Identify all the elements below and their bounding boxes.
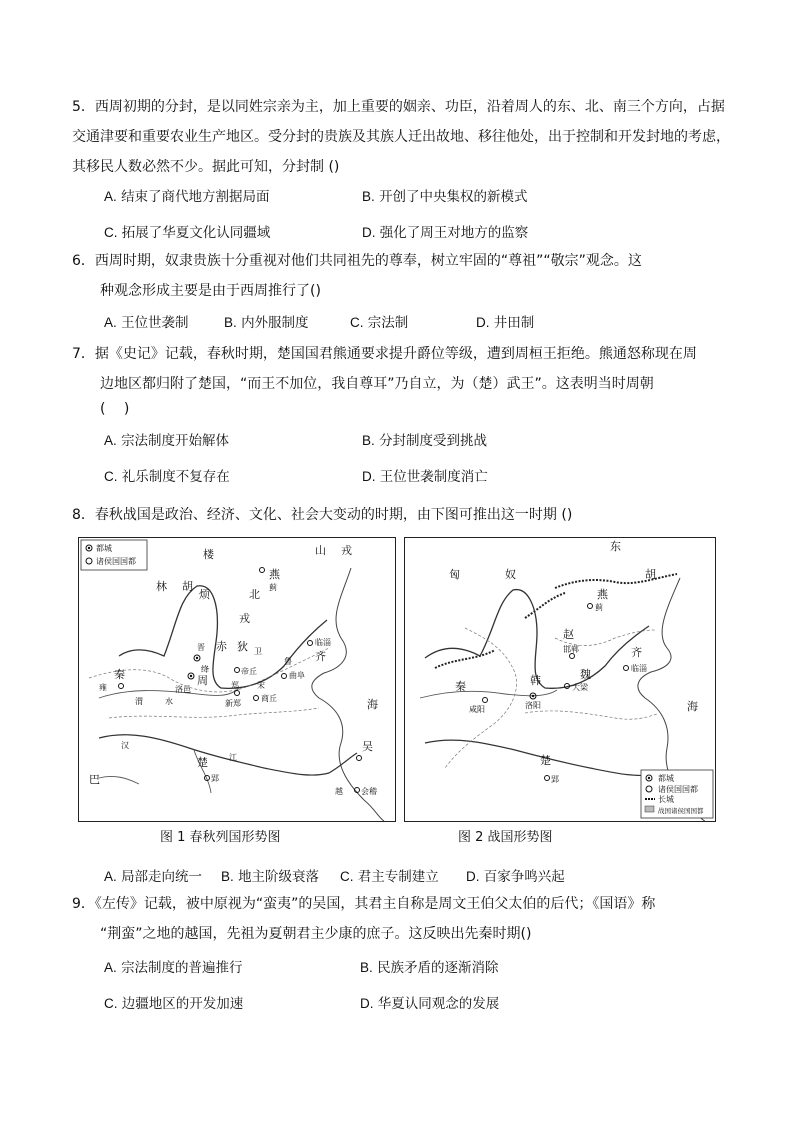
map-2-caption: 图 2 战国形势图 xyxy=(458,830,553,845)
question-text-line: 9．《左传》记载，被中原视为“蛮夷”的吴国，其君主自称是周文王伯父太伯的后代；《国语》称 xyxy=(72,896,656,912)
map-label: 燕 xyxy=(597,588,608,601)
question-text-line: 边地区都归附了楚国，“而王不加位，我自尊耳”乃自立，为（楚）武王”。这表明当时周朝 xyxy=(100,376,654,392)
map-label: 雍 xyxy=(99,683,107,692)
legend-warring-capital: 战国诸侯国国都 xyxy=(658,807,704,815)
legend-great-wall: 长城 xyxy=(658,795,674,804)
map-label: 宋 xyxy=(257,681,265,690)
map-label: 魏 xyxy=(580,668,591,681)
option-b[interactable]: B. 地主阶级衰落 xyxy=(221,869,320,885)
map-label: 洛阳 xyxy=(525,701,541,710)
map-label: 水 xyxy=(165,697,173,706)
map-label: 邯郸 xyxy=(563,645,579,654)
map-label: 蓟 xyxy=(595,603,603,612)
map-label: 齐 xyxy=(631,646,642,659)
map-label: 临淄 xyxy=(315,638,331,647)
option-b[interactable]: B. 民族矛盾的逐渐消除 xyxy=(360,960,499,976)
map-label: 东 xyxy=(610,540,621,553)
map-label: 楚 xyxy=(197,756,208,769)
question-text-line: 其移民人数必然不少。据此可知，分封制 () xyxy=(72,159,340,175)
map-label: 胡 xyxy=(182,580,193,593)
option-d[interactable]: D. 百家争鸣兴起 xyxy=(466,869,565,885)
map-label: 咸阳 xyxy=(469,705,485,714)
map-label: 韩 xyxy=(530,674,541,687)
map-label: 郑 xyxy=(231,681,239,690)
legend-state-capital: 诸侯国国都 xyxy=(96,557,136,566)
map-label: 海 xyxy=(687,700,698,713)
map-2-drawing xyxy=(405,538,715,821)
map-label: 绛 xyxy=(201,665,209,674)
option-c[interactable]: C. 君主专制建立 xyxy=(340,869,439,885)
map-1-drawing xyxy=(79,538,395,821)
map-label: 商丘 xyxy=(261,694,277,703)
option-b[interactable]: B. 内外服制度 xyxy=(224,315,309,331)
map-label: 周 xyxy=(197,674,208,687)
legend-state-capital: 诸侯国国都 xyxy=(658,785,698,794)
map-label: 吴 xyxy=(362,740,373,753)
map-label: 郢 xyxy=(551,775,559,784)
map-label: 北 xyxy=(249,588,260,601)
map-label: 赤 xyxy=(216,640,227,653)
option-c[interactable]: C. 拓展了华夏文化认同疆域 xyxy=(104,225,271,241)
map-label: 山 xyxy=(315,544,326,557)
map-label: 江 xyxy=(229,753,237,762)
map-label: 奴 xyxy=(505,568,516,581)
map-label: 蓟 xyxy=(269,583,277,592)
question-8-stem xyxy=(72,500,744,530)
map-label: 新郑 xyxy=(225,699,241,708)
map-label: 烦 xyxy=(199,588,210,601)
map-label: 渭 xyxy=(135,697,143,706)
map-label: 郢 xyxy=(211,774,219,783)
question-text-line: 5．西周初期的分封，是以同姓宗亲为主，加上重要的姻亲、功臣，沿着周人的东、北、南三个方向，占据 xyxy=(72,99,725,115)
option-a[interactable]: A. 宗法制度的普遍推行 xyxy=(104,960,243,976)
option-b[interactable]: B. 开创了中央集权的新模式 xyxy=(362,189,528,205)
map-label: 巴 xyxy=(89,773,100,786)
map-label: 大梁 xyxy=(572,683,588,692)
question-text-line: 6．西周时期，奴隶贵族十分重视对他们共同祖先的尊奉，树立牢固的“尊祖”“敬宗”观念。这 xyxy=(72,253,642,269)
option-d[interactable]: D. 华夏认同观念的发展 xyxy=(360,996,500,1012)
map-label: 赵 xyxy=(563,628,574,641)
option-a[interactable]: A. 结束了商代地方割据局面 xyxy=(104,189,270,205)
question-text-line: ( ) xyxy=(100,401,130,417)
option-c[interactable]: C. 礼乐制度不复存在 xyxy=(104,469,230,485)
map-label: 会稽 xyxy=(361,787,377,796)
question-text-line: 种观念形成主要是由于西周推行了() xyxy=(100,283,321,299)
question-text-line: 8．春秋战国是政治、经济、文化、社会大变动的时期，由下图可推出这一时期 () xyxy=(72,507,573,523)
map-label: 越 xyxy=(335,787,343,796)
map-label: 秦 xyxy=(455,680,466,693)
option-a[interactable]: A. 局部走向统一 xyxy=(104,869,203,885)
map-label: 胡 xyxy=(645,568,656,581)
option-c[interactable]: C. 边疆地区的开发加速 xyxy=(104,996,244,1012)
map-label: 狄 xyxy=(237,640,248,653)
map-label: 晋 xyxy=(197,643,205,652)
map-label: 戎 xyxy=(341,544,352,557)
map-label: 洛邑 xyxy=(175,685,191,694)
map-label: 海 xyxy=(367,698,378,711)
map-label: 鲁 xyxy=(284,657,292,666)
map-label: 戎 xyxy=(239,612,250,625)
map-label: 林 xyxy=(156,580,167,593)
option-a[interactable]: A. 王位世袭制 xyxy=(104,315,189,331)
map-label: 楼 xyxy=(203,548,214,561)
map-label: 楚 xyxy=(540,754,551,767)
option-a[interactable]: A. 宗法制度开始解体 xyxy=(104,433,230,449)
question-5-stem xyxy=(72,92,744,182)
map-spring-autumn xyxy=(78,537,396,822)
legend-capital: 都城 xyxy=(96,544,112,553)
question-text-line: “荆蛮”之地的越国，先祖为夏朝君主少康的庶子。这反映出先秦时期() xyxy=(100,926,532,942)
legend-capital: 都城 xyxy=(658,774,674,783)
map-label: 曲阜 xyxy=(289,671,305,680)
question-6-stem xyxy=(72,246,744,306)
map-warring-states xyxy=(404,537,716,822)
map-label: 齐 xyxy=(315,650,326,663)
question-9-stem xyxy=(72,889,744,949)
option-d[interactable]: D. 王位世袭制度消亡 xyxy=(362,469,488,485)
map-label: 汉 xyxy=(121,741,129,750)
map-label: 秦 xyxy=(114,668,125,681)
map-label: 燕 xyxy=(269,568,280,581)
question-7-stem xyxy=(72,339,744,419)
option-b[interactable]: B. 分封制度受到挑战 xyxy=(362,433,488,449)
map-1-caption: 图 1 春秋列国形势图 xyxy=(160,830,281,845)
map-label: 卫 xyxy=(254,647,262,656)
question-text-line: 7．据《史记》记载，春秋时期，楚国国君熊通要求提升爵位等级，遭到周桓王拒绝。熊通怒称现在周 xyxy=(72,346,697,362)
option-c[interactable]: C. 宗法制 xyxy=(350,315,409,331)
map-label: 帝丘 xyxy=(241,667,257,676)
question-text-line: 交通津要和重要农业生产地区。受分封的贵族及其族人迁出故地、移往他处，出于控制和开发封地的考虑， xyxy=(72,129,730,145)
option-d[interactable]: D. 井田制 xyxy=(476,315,535,331)
map-label: 临淄 xyxy=(631,664,647,673)
option-d[interactable]: D. 强化了周王对地方的监察 xyxy=(362,225,529,241)
map-label: 匈 xyxy=(449,568,460,581)
